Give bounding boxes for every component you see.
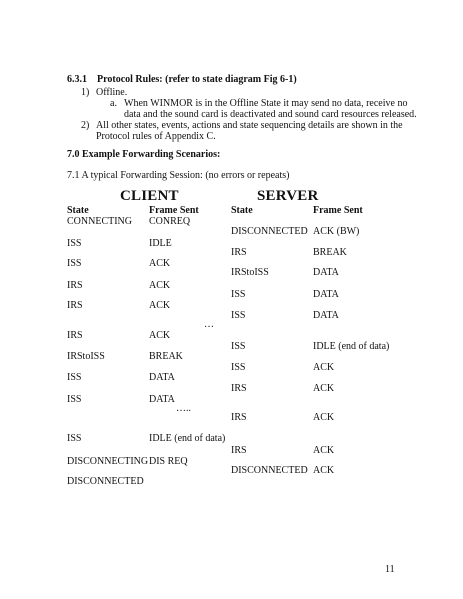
server-row-11-frame: ACK (313, 465, 335, 476)
client-row-6-state: IRS (67, 330, 83, 341)
server-frame-header: Frame Sent (313, 205, 363, 216)
item-2-line-1: All other states, events, actions and state sequencing details are shown in the (96, 120, 403, 131)
client-row-1-frame: CONREQ (149, 216, 191, 227)
client-row-5-state: IRS (67, 300, 83, 311)
client-row-7-frame: BREAK (149, 351, 183, 362)
client-row-7-state: IRStoISS (67, 351, 105, 362)
client-row-3-state: ISS (67, 258, 82, 269)
sub-item-a-line-1: When WINMOR is in the Offline State it may send no data, receive no (124, 98, 408, 109)
client-row-2-state: ISS (67, 238, 82, 249)
server-row-9-frame: ACK (313, 412, 335, 423)
page-number: 11 (385, 564, 395, 575)
server-row-5-frame: DATA (313, 310, 339, 321)
sub-item-a-line-2: data and the sound card is deactivated and sound card resources released. (124, 109, 417, 120)
client-row-4-frame: ACK (149, 280, 171, 291)
server-row-7-frame: ACK (313, 362, 335, 373)
server-row-1-frame: ACK (BW) (313, 226, 360, 237)
server-title: SERVER (257, 188, 319, 204)
server-row-9-state: IRS (231, 412, 247, 423)
client-row-2-frame: IDLE (149, 238, 172, 249)
client-row-3-frame: ACK (149, 258, 171, 269)
client-row-11-frame: DIS REQ (149, 456, 188, 467)
section-71-text: 7.1 A typical Forwarding Session: (no errors or repeats) (67, 170, 290, 181)
server-row-6-frame: IDLE (end of data) (313, 341, 390, 352)
item-2-number: 2) (81, 120, 90, 131)
client-row-4-state: IRS (67, 280, 83, 291)
server-row-10-frame: ACK (313, 445, 335, 456)
server-state-header: State (231, 205, 253, 216)
client-row-12-state: DISCONNECTED (67, 476, 144, 487)
client-row-10-state: ISS (67, 433, 82, 444)
client-row-1-state: CONNECTING (67, 216, 132, 227)
ellipsis-2: ….. (176, 403, 191, 414)
server-row-3-state: IRStoISS (231, 267, 269, 278)
server-row-10-state: IRS (231, 445, 247, 456)
sub-item-a-label: a. (110, 98, 117, 109)
client-title: CLIENT (120, 188, 179, 204)
server-row-3-frame: DATA (313, 267, 339, 278)
client-row-5-frame: ACK (149, 300, 171, 311)
server-row-2-state: IRS (231, 247, 247, 258)
client-row-11-state: DISCONNECTING (67, 456, 149, 467)
client-row-6-frame: ACK (149, 330, 171, 341)
server-row-8-state: IRS (231, 383, 247, 394)
server-row-5-state: ISS (231, 310, 246, 321)
client-row-10-frame: IDLE (end of data) (149, 433, 226, 444)
server-row-8-frame: ACK (313, 383, 335, 394)
item-2-line-2: Protocol rules of Appendix C. (96, 131, 216, 142)
section-70-heading: 7.0 Example Forwarding Scenarios: (67, 149, 221, 160)
client-row-8-state: ISS (67, 372, 82, 383)
client-row-9-state: ISS (67, 394, 82, 405)
server-row-1-state: DISCONNECTED (231, 226, 308, 237)
item-1-number: 1) (81, 87, 90, 98)
client-row-9-frame: DATA (149, 394, 175, 405)
ellipsis-1: … (204, 319, 214, 330)
client-frame-header: Frame Sent (149, 205, 199, 216)
section-631-number: 6.3.1 (67, 74, 87, 85)
server-row-6-state: ISS (231, 341, 246, 352)
client-state-header: State (67, 205, 89, 216)
client-row-8-frame: DATA (149, 372, 175, 383)
server-row-2-frame: BREAK (313, 247, 347, 258)
server-row-4-frame: DATA (313, 289, 339, 300)
section-631-title: Protocol Rules: (refer to state diagram Fig 6-1) (97, 74, 297, 85)
server-row-7-state: ISS (231, 362, 246, 373)
server-row-11-state: DISCONNECTED (231, 465, 308, 476)
item-1-label: Offline. (96, 87, 128, 98)
server-row-4-state: ISS (231, 289, 246, 300)
